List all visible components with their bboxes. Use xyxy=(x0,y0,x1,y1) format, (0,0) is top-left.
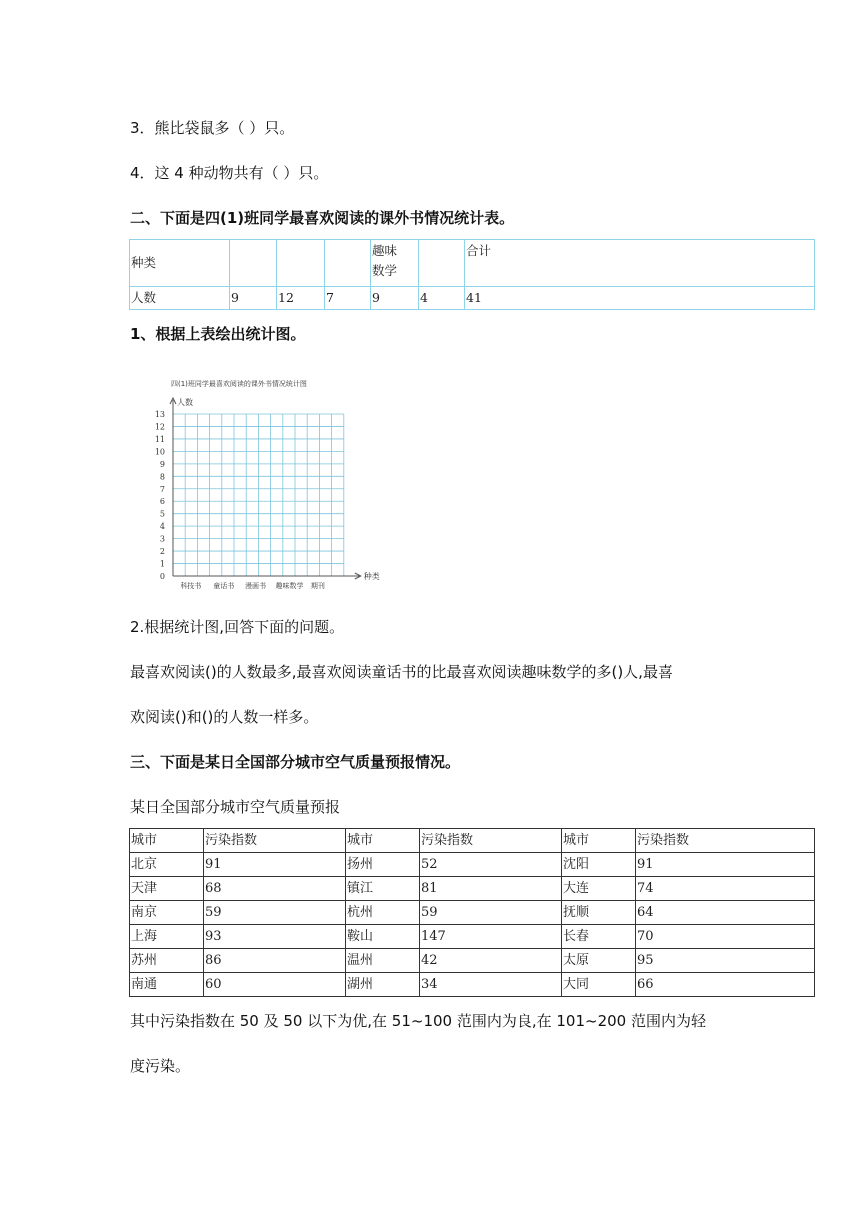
table-cell: 污染指数 xyxy=(636,829,815,853)
table-cell: 长春 xyxy=(562,925,636,949)
table-row xyxy=(130,973,815,997)
table-cell xyxy=(277,240,325,287)
y-tick-label: 4 xyxy=(159,522,165,532)
table-row xyxy=(130,240,815,287)
table-cell: 86 xyxy=(204,949,346,973)
question-2-line1: 最喜欢阅读()的人数最多,最喜欢阅读童话书的比最喜欢阅读趣味数学的多()人,最喜 xyxy=(130,663,673,681)
table-cell: 污染指数 xyxy=(420,829,562,853)
air-quality-table xyxy=(129,828,815,997)
table-row xyxy=(130,925,815,949)
table-cell: 9 xyxy=(230,287,277,310)
table-cell: 苏州 xyxy=(130,949,204,973)
note-line1: 其中污染指数在 50 及 50 以下为优,在 51~100 范围内为良,在 101~200 范围内为轻 xyxy=(130,1012,706,1030)
table-cell: 95 xyxy=(636,949,815,973)
reading-stats-table xyxy=(129,239,815,310)
table-cell: 81 xyxy=(420,877,562,901)
y-tick-label: 5 xyxy=(159,509,165,519)
question-draw-chart: 1、根据上表绘出统计图。 xyxy=(130,325,306,343)
table-cell: 人数 xyxy=(130,287,230,310)
table-cell: 温州 xyxy=(346,949,420,973)
y-tick-label: 13 xyxy=(154,410,165,419)
question-2: 2.根据统计图,回答下面的问题。 xyxy=(130,618,345,636)
table-cell: 70 xyxy=(636,925,815,949)
table-cell: 34 xyxy=(420,973,562,997)
table-cell: 鞍山 xyxy=(346,925,420,949)
y-tick-label: 12 xyxy=(154,422,165,432)
question-3: 3．熊比袋鼠多（ ）只。 xyxy=(130,119,295,137)
table-cell: 93 xyxy=(204,925,346,949)
table-cell: 北京 xyxy=(130,853,204,877)
table-cell: 合计 xyxy=(465,240,815,287)
table-cell: 74 xyxy=(636,877,815,901)
table-cell: 天津 xyxy=(130,877,204,901)
x-tick-label: 童话书 xyxy=(213,582,235,590)
y-tick-label: 1 xyxy=(159,559,165,569)
table-caption: 某日全国部分城市空气质量预报 xyxy=(130,798,341,816)
table-cell: 污染指数 xyxy=(204,829,346,853)
x-tick-label: 期刊 xyxy=(310,582,325,590)
table-row xyxy=(130,829,815,853)
table-cell: 59 xyxy=(420,901,562,925)
table-cell: 扬州 xyxy=(346,853,420,877)
table-cell: 城市 xyxy=(130,829,204,853)
table-cell: 91 xyxy=(204,853,346,877)
table-cell: 9 xyxy=(371,287,419,310)
table-cell: 42 xyxy=(420,949,562,973)
y-tick-label: 11 xyxy=(154,434,165,444)
table-cell: 太原 xyxy=(562,949,636,973)
x-tick-label: 科技书 xyxy=(180,582,202,590)
question-2-line2: 欢阅读()和()的人数一样多。 xyxy=(130,708,319,726)
y-tick-label: 9 xyxy=(159,459,165,469)
table-cell: 抚顺 xyxy=(562,901,636,925)
question-4: 4．这 4 种动物共有（ ）只。 xyxy=(130,164,329,182)
table-row xyxy=(130,949,815,973)
table-cell: 南通 xyxy=(130,973,204,997)
x-axis-label: 种类 xyxy=(363,572,380,581)
table-cell: 68 xyxy=(204,877,346,901)
table-cell: 杭州 xyxy=(346,901,420,925)
table-cell: 4 xyxy=(419,287,465,310)
table-cell: 52 xyxy=(420,853,562,877)
table-cell: 59 xyxy=(204,901,346,925)
x-tick-label: 趣味数学 xyxy=(275,582,304,590)
table-cell: 66 xyxy=(636,973,815,997)
y-tick-label: 8 xyxy=(159,472,165,482)
table-cell: 南京 xyxy=(130,901,204,925)
table-cell: 湖州 xyxy=(346,973,420,997)
table-cell: 7 xyxy=(325,287,371,310)
note-line2: 度污染。 xyxy=(130,1057,191,1075)
y-tick-label: 3 xyxy=(159,534,165,544)
table-row xyxy=(130,853,815,877)
y-axis-label: 人数 xyxy=(177,398,193,407)
chart-title: 四(1)班同学最喜欢阅读的课外书情况统计图 xyxy=(171,380,307,388)
table-cell: 趣味 数学 xyxy=(371,240,419,287)
table-cell: 12 xyxy=(277,287,325,310)
table-cell: 镇江 xyxy=(346,877,420,901)
table-cell: 大连 xyxy=(562,877,636,901)
table-row xyxy=(130,877,815,901)
table-cell: 沈阳 xyxy=(562,853,636,877)
table-row xyxy=(130,901,815,925)
table-row xyxy=(130,287,815,310)
table-cell: 上海 xyxy=(130,925,204,949)
blank-chart xyxy=(145,372,395,594)
table-cell: 种类 xyxy=(130,240,230,287)
y-tick-label: 7 xyxy=(159,484,165,494)
table-cell: 60 xyxy=(204,973,346,997)
section2-heading: 二、下面是四(1)班同学最喜欢阅读的课外书情况统计表。 xyxy=(130,209,515,227)
table-cell xyxy=(419,240,465,287)
y-tick-label: 0 xyxy=(159,572,165,581)
table-cell: 147 xyxy=(420,925,562,949)
table-cell: 城市 xyxy=(562,829,636,853)
table-cell xyxy=(325,240,371,287)
table-cell xyxy=(230,240,277,287)
y-tick-label: 2 xyxy=(159,547,165,557)
table-cell: 城市 xyxy=(346,829,420,853)
section3-heading: 三、下面是某日全国部分城市空气质量预报情况。 xyxy=(130,753,461,771)
y-tick-label: 10 xyxy=(154,447,165,457)
y-tick-label: 6 xyxy=(159,497,165,507)
table-cell: 91 xyxy=(636,853,815,877)
table-cell: 大同 xyxy=(562,973,636,997)
table-cell: 64 xyxy=(636,901,815,925)
table-cell: 41 xyxy=(465,287,815,310)
chart-grid xyxy=(145,372,395,594)
x-tick-label: 漫画书 xyxy=(244,582,266,590)
